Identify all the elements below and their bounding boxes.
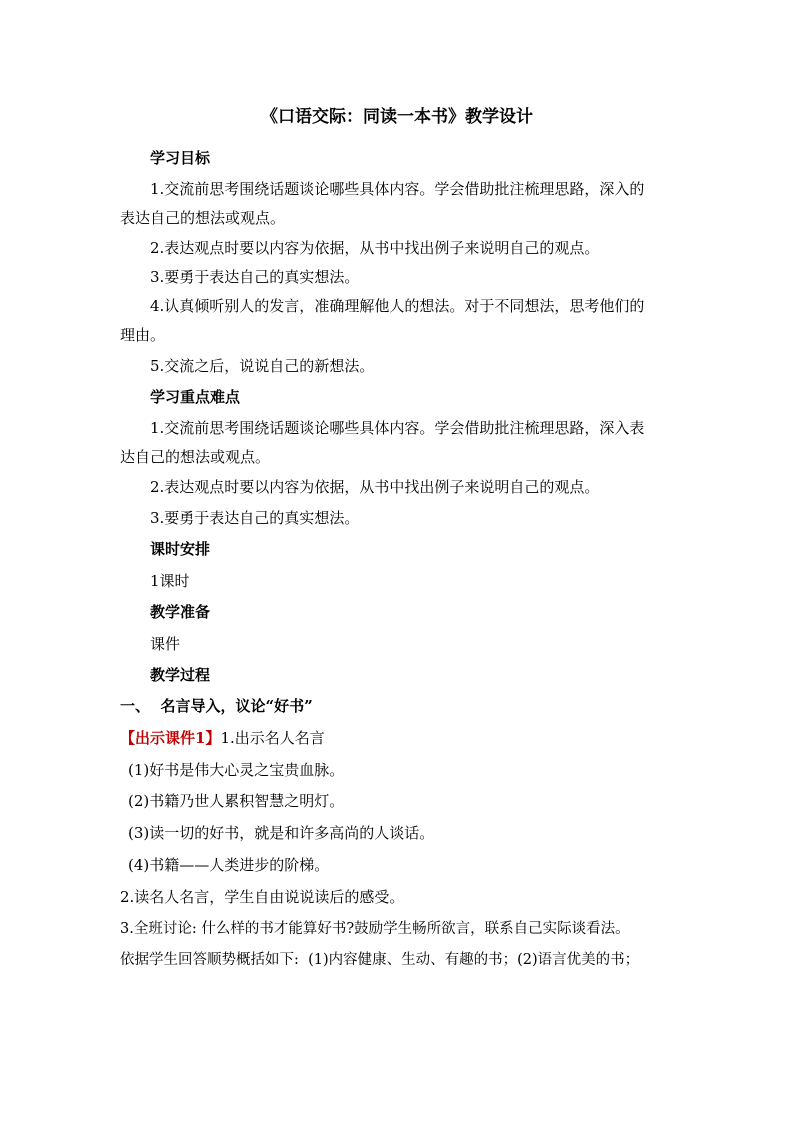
key-point-2: 2.表达观点时要以内容为依据，从书中找出例子来说明自己的观点。 <box>150 478 600 496</box>
key-points-heading: 学习重点难点 <box>150 388 241 406</box>
schedule-heading: 课时安排 <box>150 540 211 558</box>
quote-2: (2)书籍乃世人累积智慧之明灯。 <box>128 792 345 810</box>
objective-4-line1: 4.认真倾听别人的发言，准确理解他人的想法。对于不同想法，思考他们的 <box>150 297 645 315</box>
section-1-heading: 一、 名言导入，议论“好书” <box>120 697 313 715</box>
objective-1-line2: 表达自己的想法或观点。 <box>120 209 286 227</box>
objective-4-line2: 理由。 <box>120 326 166 344</box>
step-2: 2.读名人名言，学生自由说说读后的感受。 <box>120 888 405 906</box>
objective-3: 3.要勇于表达自己的真实想法。 <box>150 268 360 286</box>
objective-2: 2.表达观点时要以内容为依据，从书中找出例子来说明自己的观点。 <box>150 239 600 257</box>
schedule-value: 1课时 <box>150 572 190 590</box>
step-3-line1: 3.全班讨论: 什么样的书才能算好书?鼓励学生畅所欲言，联系自己实际谈看法。 <box>120 921 630 937</box>
document-title: 《口语交际：同读一本书》教学设计 <box>261 107 533 127</box>
objective-5: 5.交流之后，说说自己的新想法。 <box>150 357 375 375</box>
quote-4: (4)书籍——人类进步的阶梯。 <box>128 856 330 874</box>
courseware-line <box>120 723 680 754</box>
key-point-1-line1: 1.交流前思考围绕话题谈论哪些具体内容。学会借助批注梳理思路，深入表 <box>150 419 645 437</box>
process-heading: 教学过程 <box>150 666 211 684</box>
courseware-tag: 【出示课件1】 <box>120 729 221 747</box>
key-point-1-line2: 达自己的想法或观点。 <box>120 448 271 466</box>
preparation-heading: 教学准备 <box>150 603 211 621</box>
step-3-line2: 依据学生回答顺势概括如下: (1)内容健康、生动、有趣的书；(2)语言优美的书； <box>120 952 640 968</box>
key-point-3: 3.要勇于表达自己的真实想法。 <box>150 509 360 527</box>
quote-1: (1)好书是伟大心灵之宝贵血脉。 <box>128 761 345 779</box>
objectives-heading: 学习目标 <box>150 149 211 167</box>
quote-3: (3)读一切的好书，就是和许多高尚的人谈话。 <box>128 824 435 842</box>
objective-1-line1: 1.交流前思考围绕话题谈论哪些具体内容。学会借助批注梳理思路，深入的 <box>150 180 645 198</box>
preparation-value: 课件 <box>150 635 181 653</box>
step-1: 1.出示名人名言 <box>220 729 325 747</box>
